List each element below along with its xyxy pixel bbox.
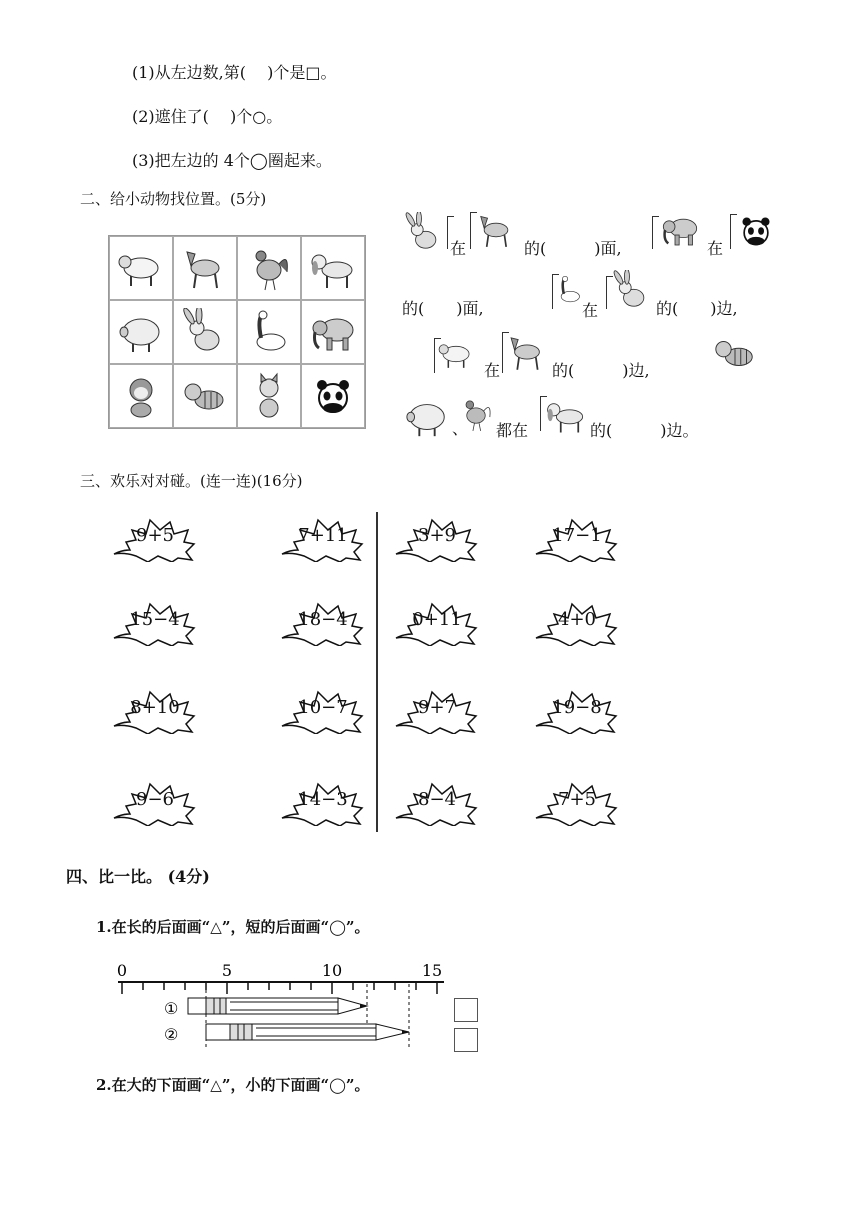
pencil-1-icon bbox=[188, 998, 367, 1014]
monkey-icon bbox=[109, 364, 173, 428]
q1-line-3: (3)把左边的 4个◯圈起来。 bbox=[132, 151, 332, 170]
rooster-icon bbox=[456, 388, 496, 440]
leaf-expression: 7+11 bbox=[298, 525, 348, 546]
leaf-expression: 18−4 bbox=[298, 609, 348, 630]
dog-icon bbox=[542, 394, 590, 436]
sheep-icon bbox=[109, 236, 173, 300]
ruler-label-5: 5 bbox=[221, 961, 233, 980]
s3-de-text: 的( )边, bbox=[656, 299, 738, 318]
answer-box-1[interactable] bbox=[454, 998, 478, 1022]
animal-grid bbox=[108, 235, 366, 429]
elephant-icon bbox=[656, 210, 704, 250]
goose-icon bbox=[552, 268, 586, 312]
leaf-expression: 7+5 bbox=[558, 789, 596, 810]
s2-de-text: 的( )面, bbox=[402, 299, 484, 318]
leaf-card[interactable] bbox=[108, 684, 198, 734]
leaf-expression: 9−6 bbox=[136, 789, 174, 810]
leaf-expression: 19−8 bbox=[552, 697, 602, 718]
cat-icon bbox=[237, 364, 301, 428]
rabbit-icon bbox=[402, 212, 446, 254]
panda-icon bbox=[301, 364, 365, 428]
leaf-card[interactable] bbox=[276, 596, 366, 646]
rooster-icon bbox=[237, 236, 301, 300]
leaf-card[interactable] bbox=[530, 512, 620, 562]
leaf-card[interactable] bbox=[530, 684, 620, 734]
leaf-expression: 8−4 bbox=[418, 789, 456, 810]
leaf-card[interactable] bbox=[530, 776, 620, 826]
leaf-expression: 8+10 bbox=[130, 697, 180, 718]
pencil-label-2: ② bbox=[164, 1025, 179, 1044]
rabbit-icon bbox=[173, 300, 237, 364]
q1-line-1: (1)从左边数,第( )个是□。 bbox=[132, 63, 337, 82]
leaf-card[interactable] bbox=[108, 776, 198, 826]
panda-icon bbox=[734, 210, 778, 252]
pig-icon bbox=[109, 300, 173, 364]
leaf-card[interactable] bbox=[108, 596, 198, 646]
section-2-title: 二、给小动物找位置。(5分) bbox=[80, 190, 267, 208]
leaf-expression: 15−4 bbox=[130, 609, 180, 630]
s2-zai-text: 在 bbox=[707, 239, 724, 258]
pencil-2-icon bbox=[206, 1024, 409, 1040]
divider-line bbox=[376, 512, 378, 832]
s5-de-text: 的( )边。 bbox=[590, 421, 699, 440]
leaf-card[interactable] bbox=[276, 776, 366, 826]
horse-icon bbox=[504, 328, 550, 376]
leaf-expression: 10−7 bbox=[298, 697, 348, 718]
s4-de-text: 的( )边, bbox=[552, 361, 650, 380]
s1-zai-text: 在 bbox=[450, 239, 467, 258]
pig-icon bbox=[400, 394, 454, 440]
elephant-icon bbox=[301, 300, 365, 364]
goose-icon bbox=[237, 300, 301, 364]
q1-line-2: (2)遮住了( )个○。 bbox=[132, 107, 283, 126]
leaf-expression: 9+7 bbox=[418, 697, 456, 718]
leaf-card[interactable] bbox=[390, 684, 480, 734]
ruler-label-10: 10 bbox=[321, 961, 343, 980]
leaf-card[interactable] bbox=[276, 512, 366, 562]
s5-sep-text: 、 bbox=[452, 419, 469, 438]
leaf-expression: 3+9 bbox=[418, 525, 456, 546]
answer-box-2[interactable] bbox=[454, 1028, 478, 1052]
s4-zai-text: 在 bbox=[484, 361, 501, 380]
leaf-expression: 9+5 bbox=[136, 525, 174, 546]
tiger-icon bbox=[173, 364, 237, 428]
sheep-icon bbox=[436, 334, 476, 374]
section-4-question-1: 1.在长的后面画“△”，短的后面画“◯”。 bbox=[96, 918, 370, 936]
ruler-label-0: 0 bbox=[116, 961, 128, 980]
leaf-expression: 17−1 bbox=[552, 525, 602, 546]
tiger-icon bbox=[706, 330, 764, 376]
leaf-card[interactable] bbox=[390, 512, 480, 562]
s1-de-text: 的( )面, bbox=[524, 239, 622, 258]
leaf-expression: 0+11 bbox=[412, 609, 462, 630]
leaf-card[interactable] bbox=[390, 596, 480, 646]
s5-zai-text: 都在 bbox=[496, 421, 529, 440]
ruler-diagram bbox=[110, 958, 500, 1058]
leaf-card[interactable] bbox=[276, 684, 366, 734]
leaf-expression: 14−3 bbox=[298, 789, 348, 810]
ruler-label-15: 15 bbox=[421, 961, 443, 980]
horse-icon bbox=[173, 236, 237, 300]
leaf-card[interactable] bbox=[530, 596, 620, 646]
leaf-card[interactable] bbox=[390, 776, 480, 826]
leaf-expression: 4+0 bbox=[558, 609, 596, 630]
section-3-title: 三、欢乐对对碰。(连一连)(16分) bbox=[80, 472, 303, 490]
s3-zai-text: 在 bbox=[582, 301, 599, 320]
section-4-title: 四、比一比。 (4分) bbox=[66, 867, 210, 886]
horse-icon bbox=[474, 206, 518, 254]
pencil-label-1: ① bbox=[164, 999, 179, 1018]
rabbit-icon bbox=[610, 270, 654, 312]
leaf-card[interactable] bbox=[108, 512, 198, 562]
dog-icon bbox=[301, 236, 365, 300]
section-4-question-2: 2.在大的下面画“△”，小的下面画“◯”。 bbox=[96, 1076, 370, 1094]
